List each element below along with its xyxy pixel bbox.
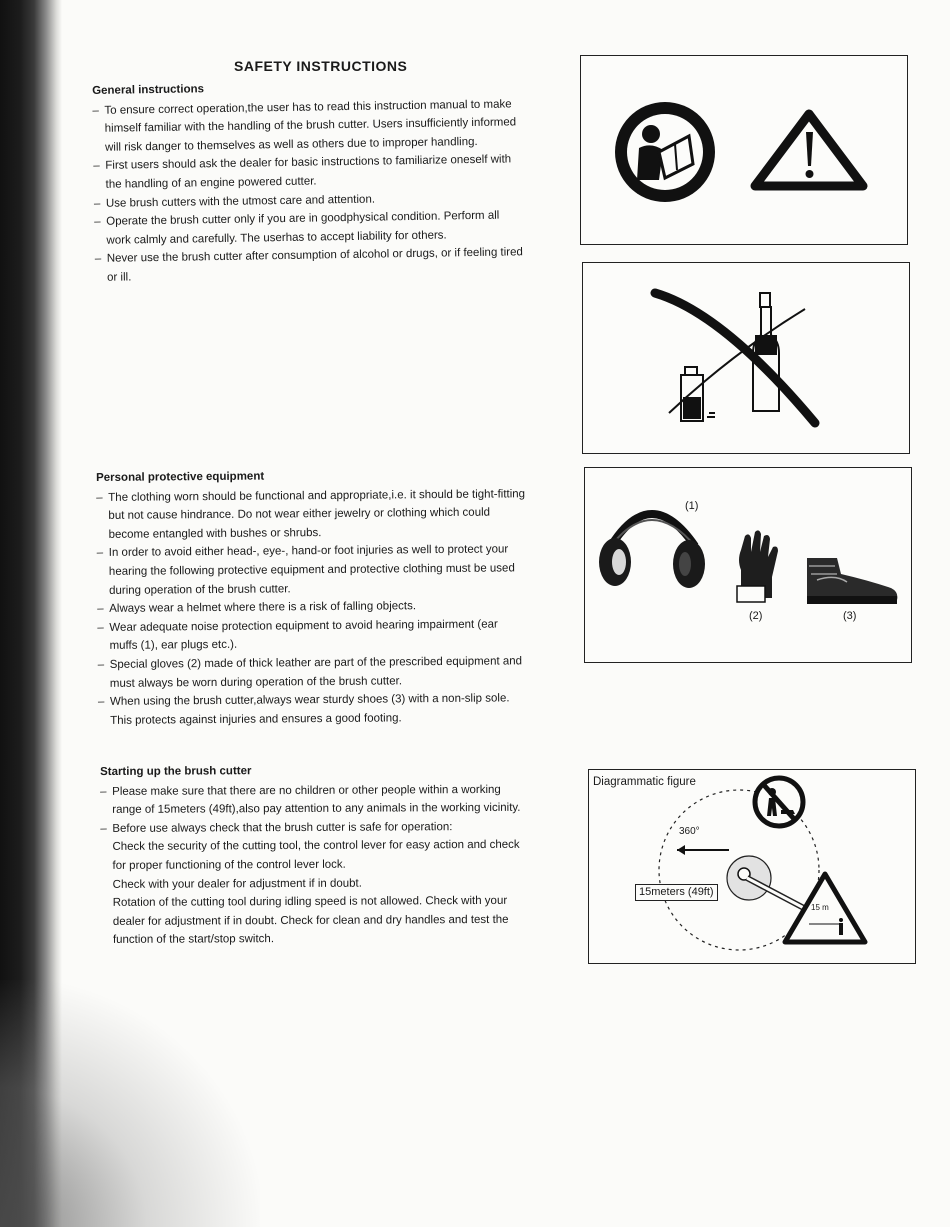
list-item-line: during operation of the brush cutter. <box>109 582 291 597</box>
list-item <box>98 652 566 693</box>
list-dash: – <box>96 491 103 504</box>
protective-equipment-figure <box>584 467 912 663</box>
no-people-animals-icon <box>755 778 803 826</box>
distance-arrow-icon <box>677 845 729 855</box>
starting-up-section <box>100 761 561 950</box>
list-item <box>100 817 560 838</box>
list-item-line: the handling of an engine powered cutter. <box>105 175 317 191</box>
list-item-line: This protects against injuries and ensures a good footing. <box>110 712 402 727</box>
list-item-line: must always be worn during operation of the brush cutter. <box>109 674 403 690</box>
list-item-line: Operate the brush cutter only if you are in goodphysical condition. Perform all <box>106 209 500 228</box>
ppe-list <box>96 485 566 731</box>
list-dash: – <box>94 216 101 229</box>
list-dash: – <box>94 253 102 266</box>
glass-jar-icon <box>681 367 715 421</box>
list-item <box>97 615 565 656</box>
list-item-line: Always wear a helmet where there is a risk of falling objects. <box>109 600 417 616</box>
read-manual-icon <box>615 102 715 202</box>
list-item-line: himself familiar with the handling of the brush cutter. Users insufficiently informed <box>104 116 517 135</box>
starting-up-checks <box>100 836 561 950</box>
list-dash: – <box>97 696 105 709</box>
ppe-heading: Personal protective equipment <box>96 470 265 484</box>
list-item-line: hearing the following protective equipment and protective clothing must be used <box>108 562 515 578</box>
list-item <box>96 485 564 545</box>
starting-up-list <box>100 780 560 838</box>
glove-icon <box>737 530 778 602</box>
list-item-line: Wear adequate noise protection equipment to avoid hearing impairment (ear <box>109 618 498 634</box>
ear-muffs-icon <box>599 514 705 588</box>
list-dash: – <box>92 104 99 117</box>
list-item-line: In order to avoid either head-, eye-, hand-or foot injuries as well to protect your <box>108 543 509 560</box>
general-instructions-heading: General instructions <box>92 83 205 97</box>
list-item-line: When using the brush cutter,always wear sturdy shoes (3) with a non-slip sole. <box>109 692 510 709</box>
check-line: Rotation of the cutting tool during idling speed is not allowed. Check with your <box>112 895 508 910</box>
check-line: dealer for adjustment if in doubt. Check for clean and dry handles and test the <box>112 913 509 928</box>
list-item-line: Please make sure that there are no children or other people within a working <box>112 783 501 798</box>
warning-triangle-icon <box>755 114 863 186</box>
general-instructions-section <box>92 75 565 288</box>
list-dash: – <box>100 822 107 835</box>
safety-shoe-icon <box>807 558 897 604</box>
rotation-angle-label: 360° <box>679 826 700 837</box>
list-dash: – <box>100 785 107 798</box>
ear-muffs-label: (1) <box>685 500 699 512</box>
list-item-line: Use brush cutters with the utmost care and attention. <box>105 193 376 210</box>
list-item-line: Before use always check that the brush cutter is safe for operation: <box>112 820 453 835</box>
gloves-label: (2) <box>749 610 763 622</box>
diagram-title: Diagrammatic figure <box>593 776 696 788</box>
list-item <box>92 94 563 157</box>
starting-up-heading: Starting up the brush cutter <box>100 765 252 778</box>
list-dash: – <box>93 197 101 210</box>
scan-shadow-corner <box>0 980 260 1227</box>
list-item-line: will risk danger to themselves as well as others due to improper handling. <box>104 135 478 154</box>
check-line: function of the start/stop switch. <box>112 933 275 947</box>
list-item-line: work calmly and carefully. The userhas to accept liability for others. <box>106 229 447 247</box>
list-item-line: Special gloves (2) made of thick leather are part of the prescribed equipment and <box>109 655 523 671</box>
prohibition-cross-icon <box>655 293 815 423</box>
check-line: for proper functioning of the control lever lock. <box>112 858 346 872</box>
list-dash: – <box>96 547 104 560</box>
list-dash: – <box>97 658 105 671</box>
list-item-line: but not cause hindrance. Do not wear either jewelry or clothing which could <box>108 506 491 523</box>
list-item-line: To ensure correct operation,the user has to read this instruction manual to make <box>104 98 512 117</box>
minimum-distance-label: 15 m <box>811 903 829 912</box>
list-item-line: Never use the brush cutter after consumption of alcohol or drugs, or if feeling tired <box>106 246 523 266</box>
working-distance-label: 15meters (49ft) <box>635 884 718 901</box>
ppe-section <box>96 465 566 730</box>
working-range-diagram <box>588 769 916 964</box>
shoes-label: (3) <box>843 610 857 622</box>
page-title: SAFETY INSTRUCTIONS <box>234 58 408 74</box>
check-line: Check the security of the cutting tool, the control lever for easy action and check <box>112 839 520 854</box>
list-item-line: become entangled with bushes or shrubs. <box>108 526 322 541</box>
list-item-line: or ill. <box>106 271 132 284</box>
list-item-line: muffs (1), ear plugs etc.). <box>109 639 238 653</box>
list-item-line: First users should ask the dealer for basic instructions to familiarize oneself with <box>105 153 512 173</box>
list-dash: – <box>97 603 104 616</box>
no-alcohol-figure <box>582 262 910 454</box>
read-manual-warning-figure <box>580 55 908 245</box>
list-item <box>100 780 560 820</box>
bottle-icon <box>753 293 779 411</box>
list-item <box>98 689 566 730</box>
list-dash: – <box>93 160 100 173</box>
list-item-line: The clothing worn should be functional and appropriate,i.e. it should be tight-fitting <box>108 487 526 504</box>
list-item-line: range of 15meters (49ft),also pay attention to any animals in the working vicinity. <box>112 801 521 817</box>
list-item <box>97 540 565 600</box>
list-dash: – <box>97 621 104 634</box>
general-instructions-list <box>92 94 565 287</box>
list-item <box>95 243 566 288</box>
check-line: Check with your dealer for adjustment if in doubt. <box>112 877 362 891</box>
